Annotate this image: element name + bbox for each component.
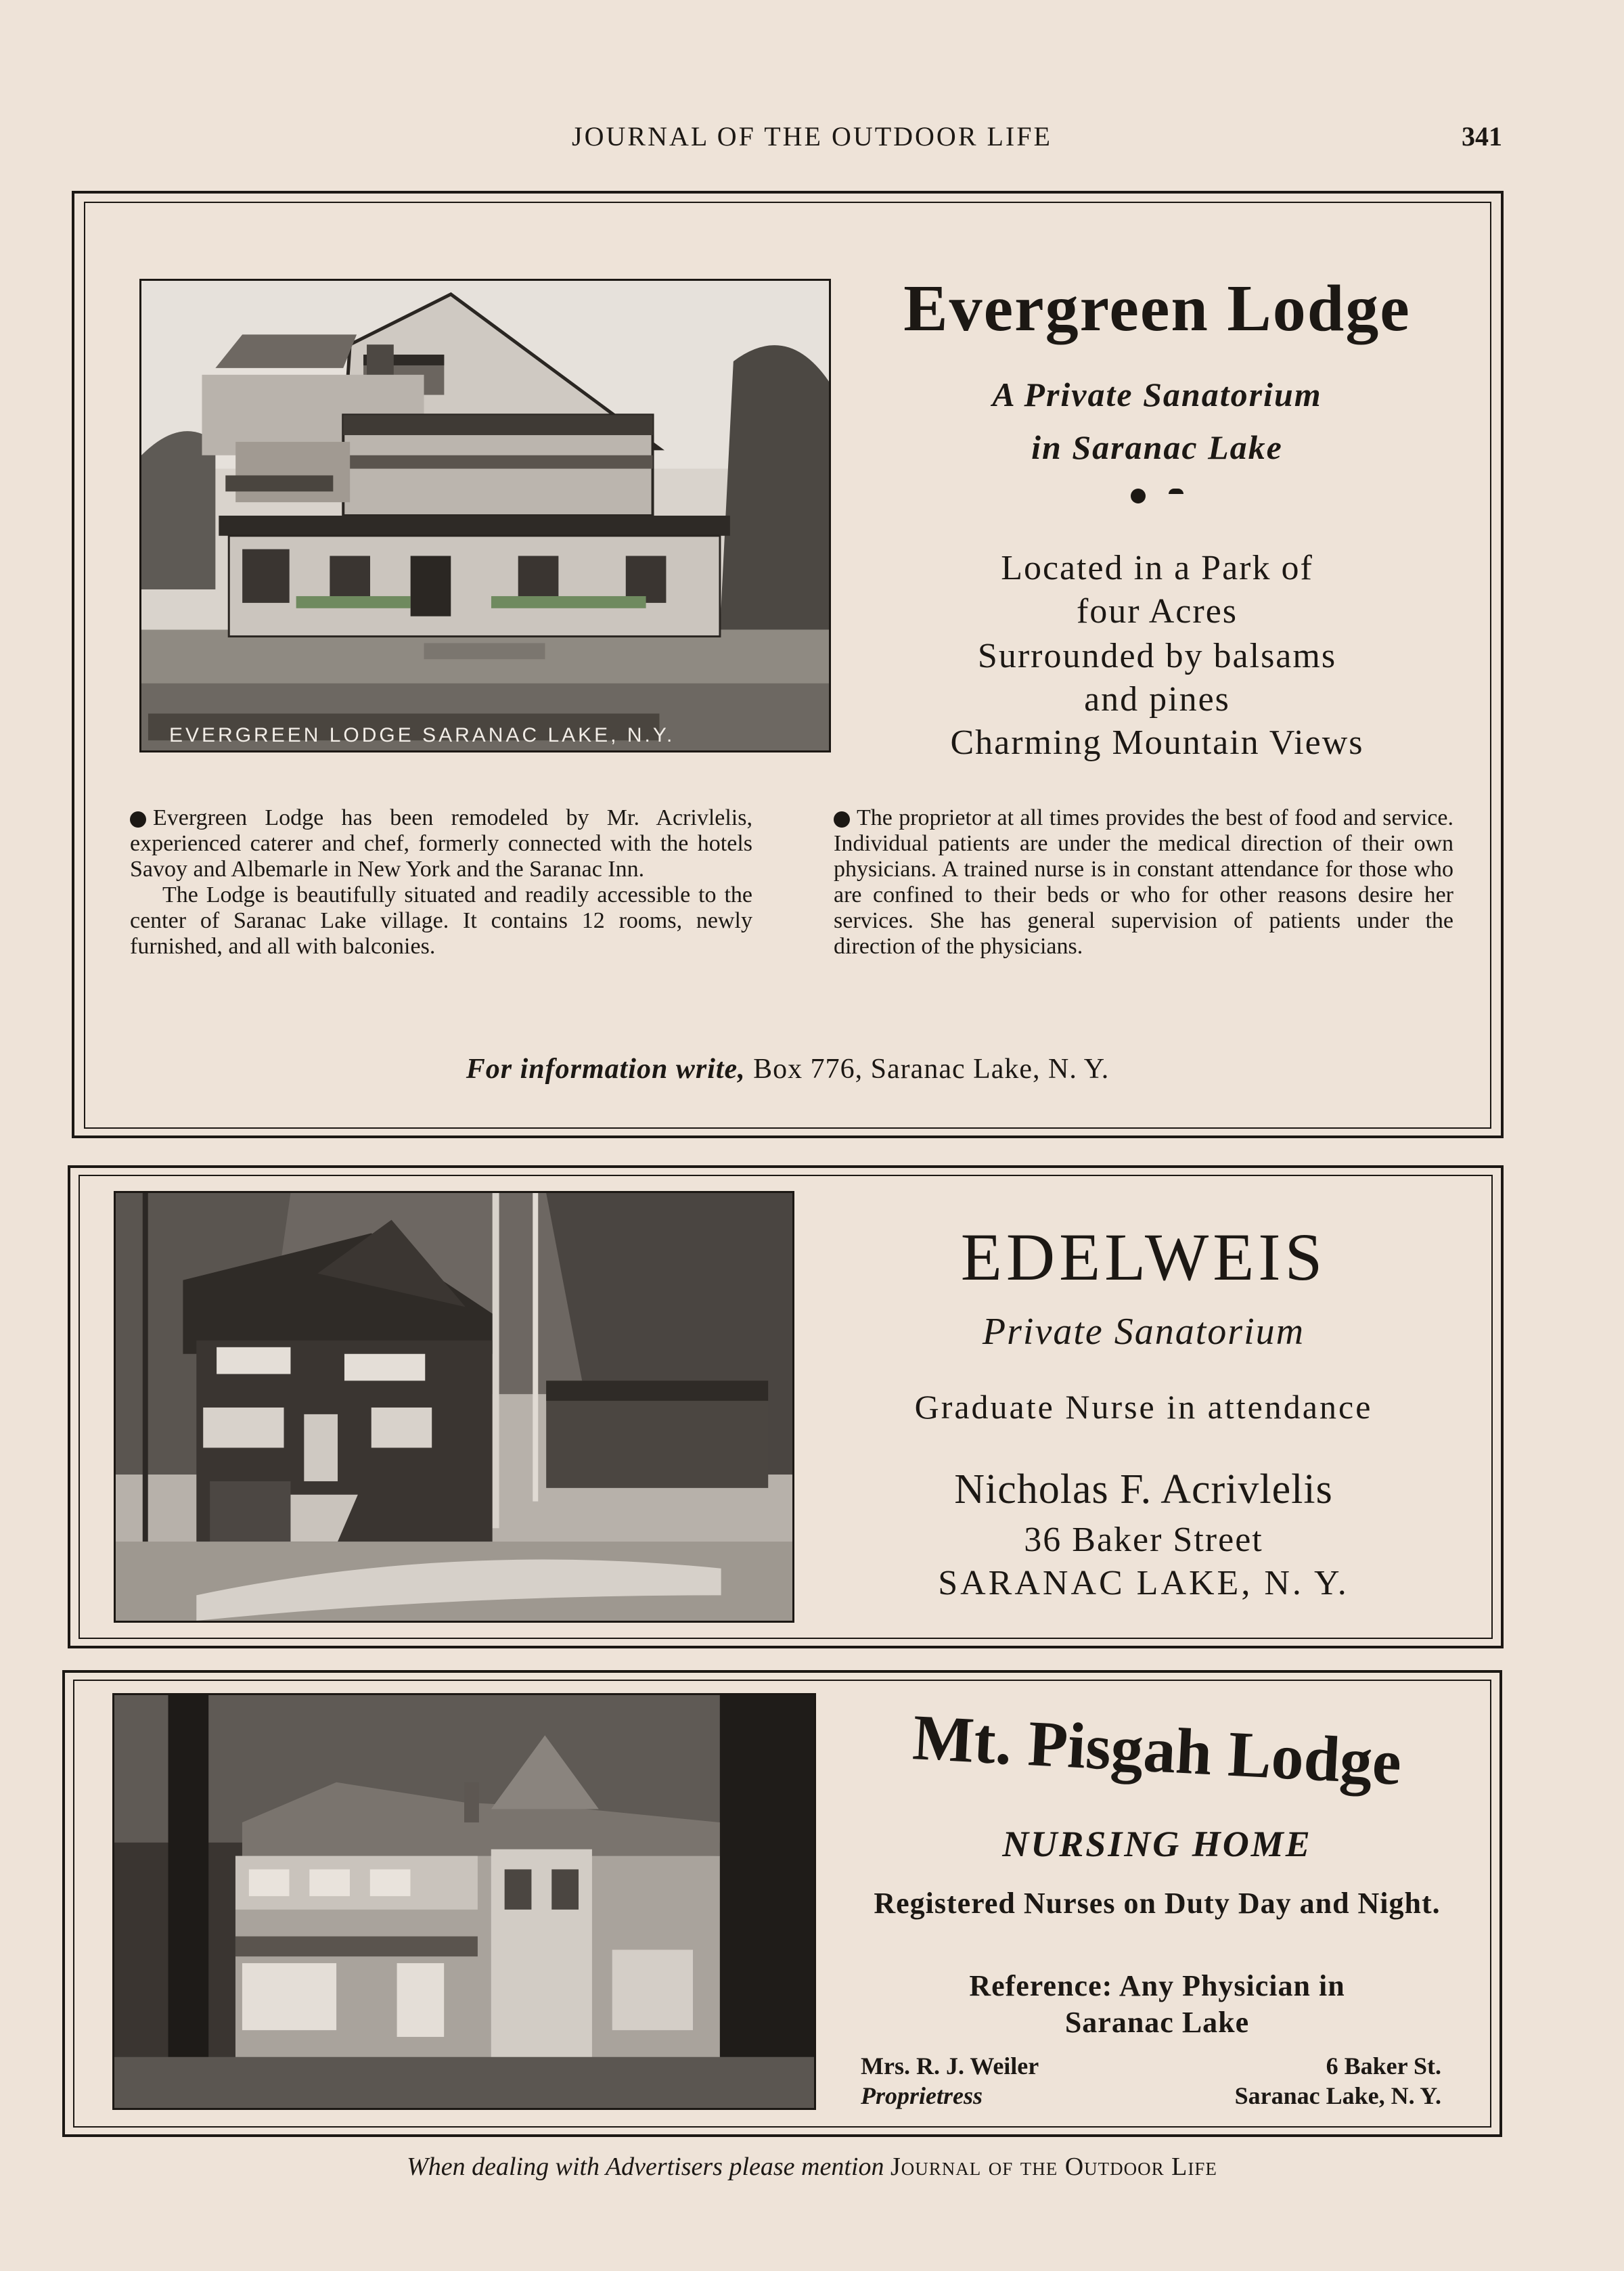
ornament-icon <box>853 489 1462 507</box>
evergreen-photo-caption: EVERGREEN LODGE SARANAC LAKE, N.Y. <box>169 724 675 746</box>
feature-line: and pines <box>1084 680 1230 719</box>
evergreen-subtitle-line-1: A Private Sanatorium <box>992 376 1322 413</box>
evergreen-title: Evergreen Lodge <box>903 272 1411 345</box>
evergreen-subtitle-line-2: in Saranac Lake <box>1031 428 1283 466</box>
evergreen-lodge-photo <box>139 279 831 752</box>
feature-line: Charming Mountain Views <box>950 723 1364 762</box>
edelweis-title: EDELWEIS <box>960 1219 1327 1295</box>
bullet-icon <box>834 811 850 828</box>
edelweis-subtitle: Private Sanatorium <box>982 1311 1305 1353</box>
edelweis-nurse-line: Graduate Nurse in attendance <box>914 1388 1373 1426</box>
contact-address: Box 776, Saranac Lake, N. Y. <box>753 1054 1110 1085</box>
proprietor-name: Mrs. R. J. Weiler <box>861 2052 1039 2079</box>
footer-prefix: When dealing with Advertisers please mention <box>407 2153 884 2181</box>
edelweis-city: SARANAC LAKE, N. Y. <box>938 1564 1349 1602</box>
feature-line: four Acres <box>1076 592 1238 631</box>
running-head: JOURNAL OF THE OUTDOOR LIFE <box>572 121 1052 152</box>
evergreen-left-column <box>130 805 752 960</box>
pisgah-reference-line: Reference: Any Physician in Saranac Lake <box>969 1969 1345 2039</box>
footer-journal-name: Journal of the Outdoor Life <box>890 2153 1217 2181</box>
pisgah-subtitle: NURSING HOME <box>1002 1824 1312 1864</box>
page-number: 341 <box>1462 121 1502 152</box>
footer-note <box>0 2152 1624 2182</box>
feature-line: Located in a Park of <box>1001 549 1313 587</box>
pisgah-city: Saranac Lake, N. Y. <box>1234 2082 1441 2109</box>
contact-lead: For information write, <box>466 1054 746 1085</box>
left-col-paragraph-2: The Lodge is beautifully situated and readily accessible to the center of Saranac Lake village. It contains 12 rooms, newly furnished, and all with balconies. <box>130 882 752 959</box>
bullet-icon <box>130 811 146 828</box>
proprietor-title: Proprietress <box>861 2082 983 2109</box>
pisgah-lodge-photo <box>112 1693 816 2110</box>
pisgah-nurses-line: Registered Nurses on Duty Day and Night. <box>874 1887 1441 1920</box>
left-col-paragraph-1: Evergreen Lodge has been remodeled by Mr. Acrivlelis, experienced caterer and chef, formerly connected with the hotels Savoy and Albemarle in New York and the Saranac Inn. <box>130 805 752 882</box>
edelweis-photo <box>114 1191 794 1623</box>
pisgah-street: 6 Baker St. <box>1326 2052 1441 2079</box>
right-col-paragraph-1: The proprietor at all times provides the best of food and service. Individual patients are under the medical direction of their own physicians. A trained nurse is in constant attendance for those who are confined to their beds or who for other reasons desire her services. She has general supervision of patients under the direction of the physicians. <box>834 805 1453 959</box>
edelweis-proprietor-name: Nicholas F. Acrivlelis <box>954 1466 1333 1512</box>
evergreen-contact <box>84 1053 1491 1085</box>
pisgah-title: Mt. Pisgah Lodge <box>911 1701 1403 1799</box>
evergreen-features <box>853 547 1462 765</box>
feature-line: Surrounded by balsams <box>977 637 1337 675</box>
evergreen-right-column <box>834 805 1453 960</box>
edelweis-street: 36 Baker Street <box>1024 1521 1263 1559</box>
